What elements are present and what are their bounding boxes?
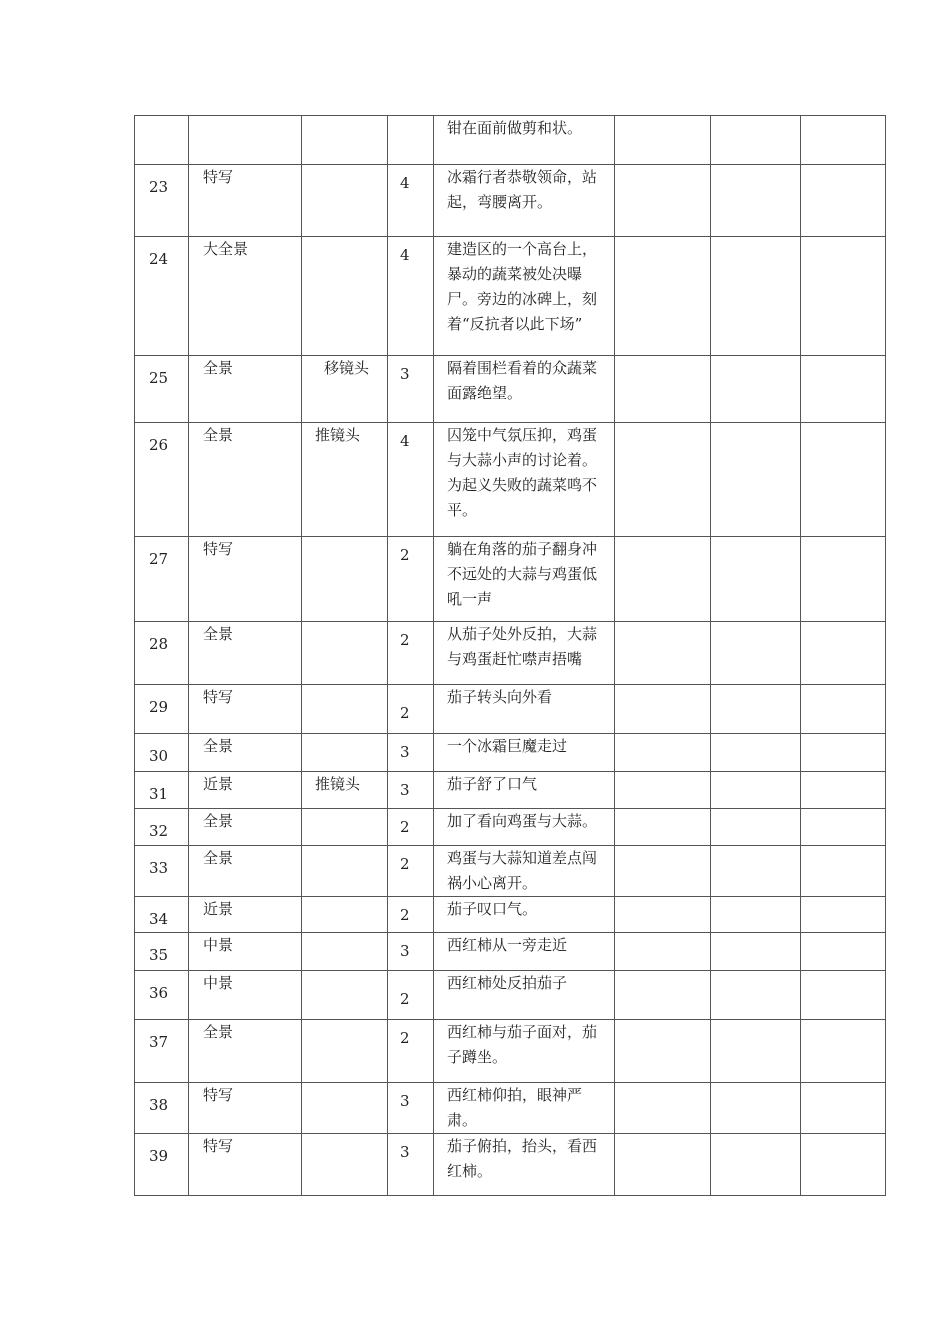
camera-move-cell	[302, 237, 388, 356]
duration-cell	[388, 116, 434, 165]
shot-size-cell: 特写	[189, 537, 302, 622]
empty-cell	[711, 809, 801, 846]
shot-size-cell	[189, 116, 302, 165]
shot-size-cell: 特写	[189, 685, 302, 734]
table-row	[135, 897, 886, 933]
empty-cell	[711, 537, 801, 622]
table-row	[135, 116, 886, 165]
duration-cell: 3	[388, 772, 434, 809]
shot-size-cell: 特写	[189, 1134, 302, 1196]
shot-size-cell: 全景	[189, 734, 302, 772]
description-cell: 西红柿与茄子面对，茄子蹲坐。	[434, 1020, 615, 1083]
empty-cell	[801, 685, 886, 734]
empty-cell	[711, 237, 801, 356]
table-row	[135, 971, 886, 1020]
empty-cell	[801, 734, 886, 772]
description-cell: 加了看向鸡蛋与大蒜。	[434, 809, 615, 846]
empty-cell	[711, 1134, 801, 1196]
description-cell: 冰霜行者恭敬领命，站起，弯腰离开。	[434, 165, 615, 237]
empty-cell	[801, 622, 886, 685]
empty-cell	[615, 1020, 711, 1083]
shot-size-cell: 中景	[189, 971, 302, 1020]
empty-cell	[711, 116, 801, 165]
duration-cell: 2	[388, 809, 434, 846]
shot-number-cell: 39	[135, 1134, 189, 1196]
empty-cell	[615, 356, 711, 423]
description-cell: 西红柿从一旁走近	[434, 933, 615, 971]
empty-cell	[801, 772, 886, 809]
camera-move-cell	[302, 622, 388, 685]
empty-cell	[615, 1083, 711, 1134]
shot-number-cell: 35	[135, 933, 189, 971]
shot-size-cell: 全景	[189, 1020, 302, 1083]
camera-move-cell	[302, 971, 388, 1020]
duration-cell: 3	[388, 734, 434, 772]
shot-size-cell: 近景	[189, 772, 302, 809]
empty-cell	[801, 809, 886, 846]
empty-cell	[615, 116, 711, 165]
table-row	[135, 1083, 886, 1134]
table-row	[135, 237, 886, 356]
empty-cell	[711, 772, 801, 809]
shot-size-cell: 全景	[189, 809, 302, 846]
description-cell: 西红柿仰拍，眼神严肃。	[434, 1083, 615, 1134]
duration-cell: 3	[388, 1134, 434, 1196]
table-row	[135, 685, 886, 734]
description-cell: 茄子俯拍，抬头，看西红柿。	[434, 1134, 615, 1196]
shot-number-cell: 29	[135, 685, 189, 734]
description-cell: 茄子转头向外看	[434, 685, 615, 734]
storyboard-table	[134, 115, 886, 1196]
empty-cell	[801, 116, 886, 165]
shot-size-cell: 全景	[189, 622, 302, 685]
camera-move-cell	[302, 685, 388, 734]
empty-cell	[711, 933, 801, 971]
description-cell: 茄子叹口气。	[434, 897, 615, 933]
empty-cell	[615, 537, 711, 622]
duration-cell: 3	[388, 356, 434, 423]
table-row	[135, 622, 886, 685]
camera-move-cell: 推镜头	[302, 423, 388, 537]
empty-cell	[711, 846, 801, 897]
table-row	[135, 734, 886, 772]
shot-size-cell: 中景	[189, 933, 302, 971]
shot-number-cell	[135, 116, 189, 165]
table-row	[135, 356, 886, 423]
camera-move-cell	[302, 846, 388, 897]
camera-move-cell: 移镜头	[302, 356, 388, 423]
table-row	[135, 933, 886, 971]
table-row	[135, 772, 886, 809]
empty-cell	[711, 356, 801, 423]
description-cell: 西红柿处反拍茄子	[434, 971, 615, 1020]
shot-number-cell: 28	[135, 622, 189, 685]
shot-number-cell: 24	[135, 237, 189, 356]
duration-cell: 2	[388, 685, 434, 734]
empty-cell	[711, 1020, 801, 1083]
duration-cell: 2	[388, 1020, 434, 1083]
empty-cell	[711, 685, 801, 734]
empty-cell	[615, 809, 711, 846]
camera-move-cell	[302, 897, 388, 933]
camera-move-cell	[302, 1020, 388, 1083]
description-cell: 囚笼中气氛压抑，鸡蛋与大蒜小声的讨论着。为起义失败的蔬菜鸣不平。	[434, 423, 615, 537]
empty-cell	[711, 423, 801, 537]
description-cell: 从茄子处外反拍，大蒜与鸡蛋赶忙噤声捂嘴	[434, 622, 615, 685]
description-cell: 鸡蛋与大蒜知道差点闯祸小心离开。	[434, 846, 615, 897]
empty-cell	[801, 933, 886, 971]
empty-cell	[615, 897, 711, 933]
table-row	[135, 809, 886, 846]
empty-cell	[711, 165, 801, 237]
shot-number-cell: 25	[135, 356, 189, 423]
camera-move-cell	[302, 933, 388, 971]
table-row	[135, 1134, 886, 1196]
table-row	[135, 537, 886, 622]
empty-cell	[801, 1020, 886, 1083]
empty-cell	[615, 846, 711, 897]
empty-cell	[711, 971, 801, 1020]
empty-cell	[801, 537, 886, 622]
shot-number-cell: 38	[135, 1083, 189, 1134]
camera-move-cell	[302, 1134, 388, 1196]
shot-number-cell: 27	[135, 537, 189, 622]
empty-cell	[615, 933, 711, 971]
camera-move-cell	[302, 537, 388, 622]
shot-size-cell: 近景	[189, 897, 302, 933]
camera-move-cell	[302, 1083, 388, 1134]
shot-number-cell: 33	[135, 846, 189, 897]
camera-move-cell	[302, 116, 388, 165]
shot-size-cell: 全景	[189, 846, 302, 897]
empty-cell	[711, 734, 801, 772]
empty-cell	[801, 165, 886, 237]
shot-size-cell: 特写	[189, 1083, 302, 1134]
shot-number-cell: 36	[135, 971, 189, 1020]
empty-cell	[615, 423, 711, 537]
description-cell: 钳在面前做剪和状。	[434, 116, 615, 165]
duration-cell: 3	[388, 1083, 434, 1134]
empty-cell	[615, 734, 711, 772]
empty-cell	[801, 897, 886, 933]
duration-cell: 2	[388, 971, 434, 1020]
table-row	[135, 165, 886, 237]
duration-cell: 2	[388, 846, 434, 897]
duration-cell: 3	[388, 933, 434, 971]
duration-cell: 4	[388, 423, 434, 537]
camera-move-cell	[302, 809, 388, 846]
description-cell: 一个冰霜巨魔走过	[434, 734, 615, 772]
duration-cell: 4	[388, 165, 434, 237]
duration-cell: 2	[388, 622, 434, 685]
shot-number-cell: 26	[135, 423, 189, 537]
empty-cell	[801, 356, 886, 423]
empty-cell	[801, 971, 886, 1020]
empty-cell	[615, 685, 711, 734]
empty-cell	[615, 772, 711, 809]
camera-move-cell	[302, 165, 388, 237]
table-row	[135, 1020, 886, 1083]
empty-cell	[801, 846, 886, 897]
description-cell: 建造区的一个高台上，暴动的蔬菜被处决曝尸。旁边的冰碑上，刻着“反抗者以此下场”	[434, 237, 615, 356]
empty-cell	[801, 1083, 886, 1134]
shot-number-cell: 34	[135, 897, 189, 933]
duration-cell: 2	[388, 537, 434, 622]
shot-number-cell: 30	[135, 734, 189, 772]
shot-number-cell: 23	[135, 165, 189, 237]
empty-cell	[711, 897, 801, 933]
shot-number-cell: 31	[135, 772, 189, 809]
empty-cell	[615, 622, 711, 685]
shot-number-cell: 32	[135, 809, 189, 846]
empty-cell	[615, 1134, 711, 1196]
description-cell: 隔着围栏看着的众蔬菜面露绝望。	[434, 356, 615, 423]
shot-size-cell: 特写	[189, 165, 302, 237]
camera-move-cell	[302, 734, 388, 772]
empty-cell	[615, 165, 711, 237]
description-cell: 躺在角落的茄子翻身冲不远处的大蒜与鸡蛋低吼一声	[434, 537, 615, 622]
empty-cell	[711, 1083, 801, 1134]
duration-cell: 4	[388, 237, 434, 356]
shot-size-cell: 大全景	[189, 237, 302, 356]
empty-cell	[801, 237, 886, 356]
table-row	[135, 846, 886, 897]
empty-cell	[711, 622, 801, 685]
shot-size-cell: 全景	[189, 356, 302, 423]
description-cell: 茄子舒了口气	[434, 772, 615, 809]
empty-cell	[801, 423, 886, 537]
empty-cell	[615, 237, 711, 356]
camera-move-cell: 推镜头	[302, 772, 388, 809]
table-row	[135, 423, 886, 537]
empty-cell	[801, 1134, 886, 1196]
shot-number-cell: 37	[135, 1020, 189, 1083]
empty-cell	[615, 971, 711, 1020]
shot-size-cell: 全景	[189, 423, 302, 537]
duration-cell: 2	[388, 897, 434, 933]
